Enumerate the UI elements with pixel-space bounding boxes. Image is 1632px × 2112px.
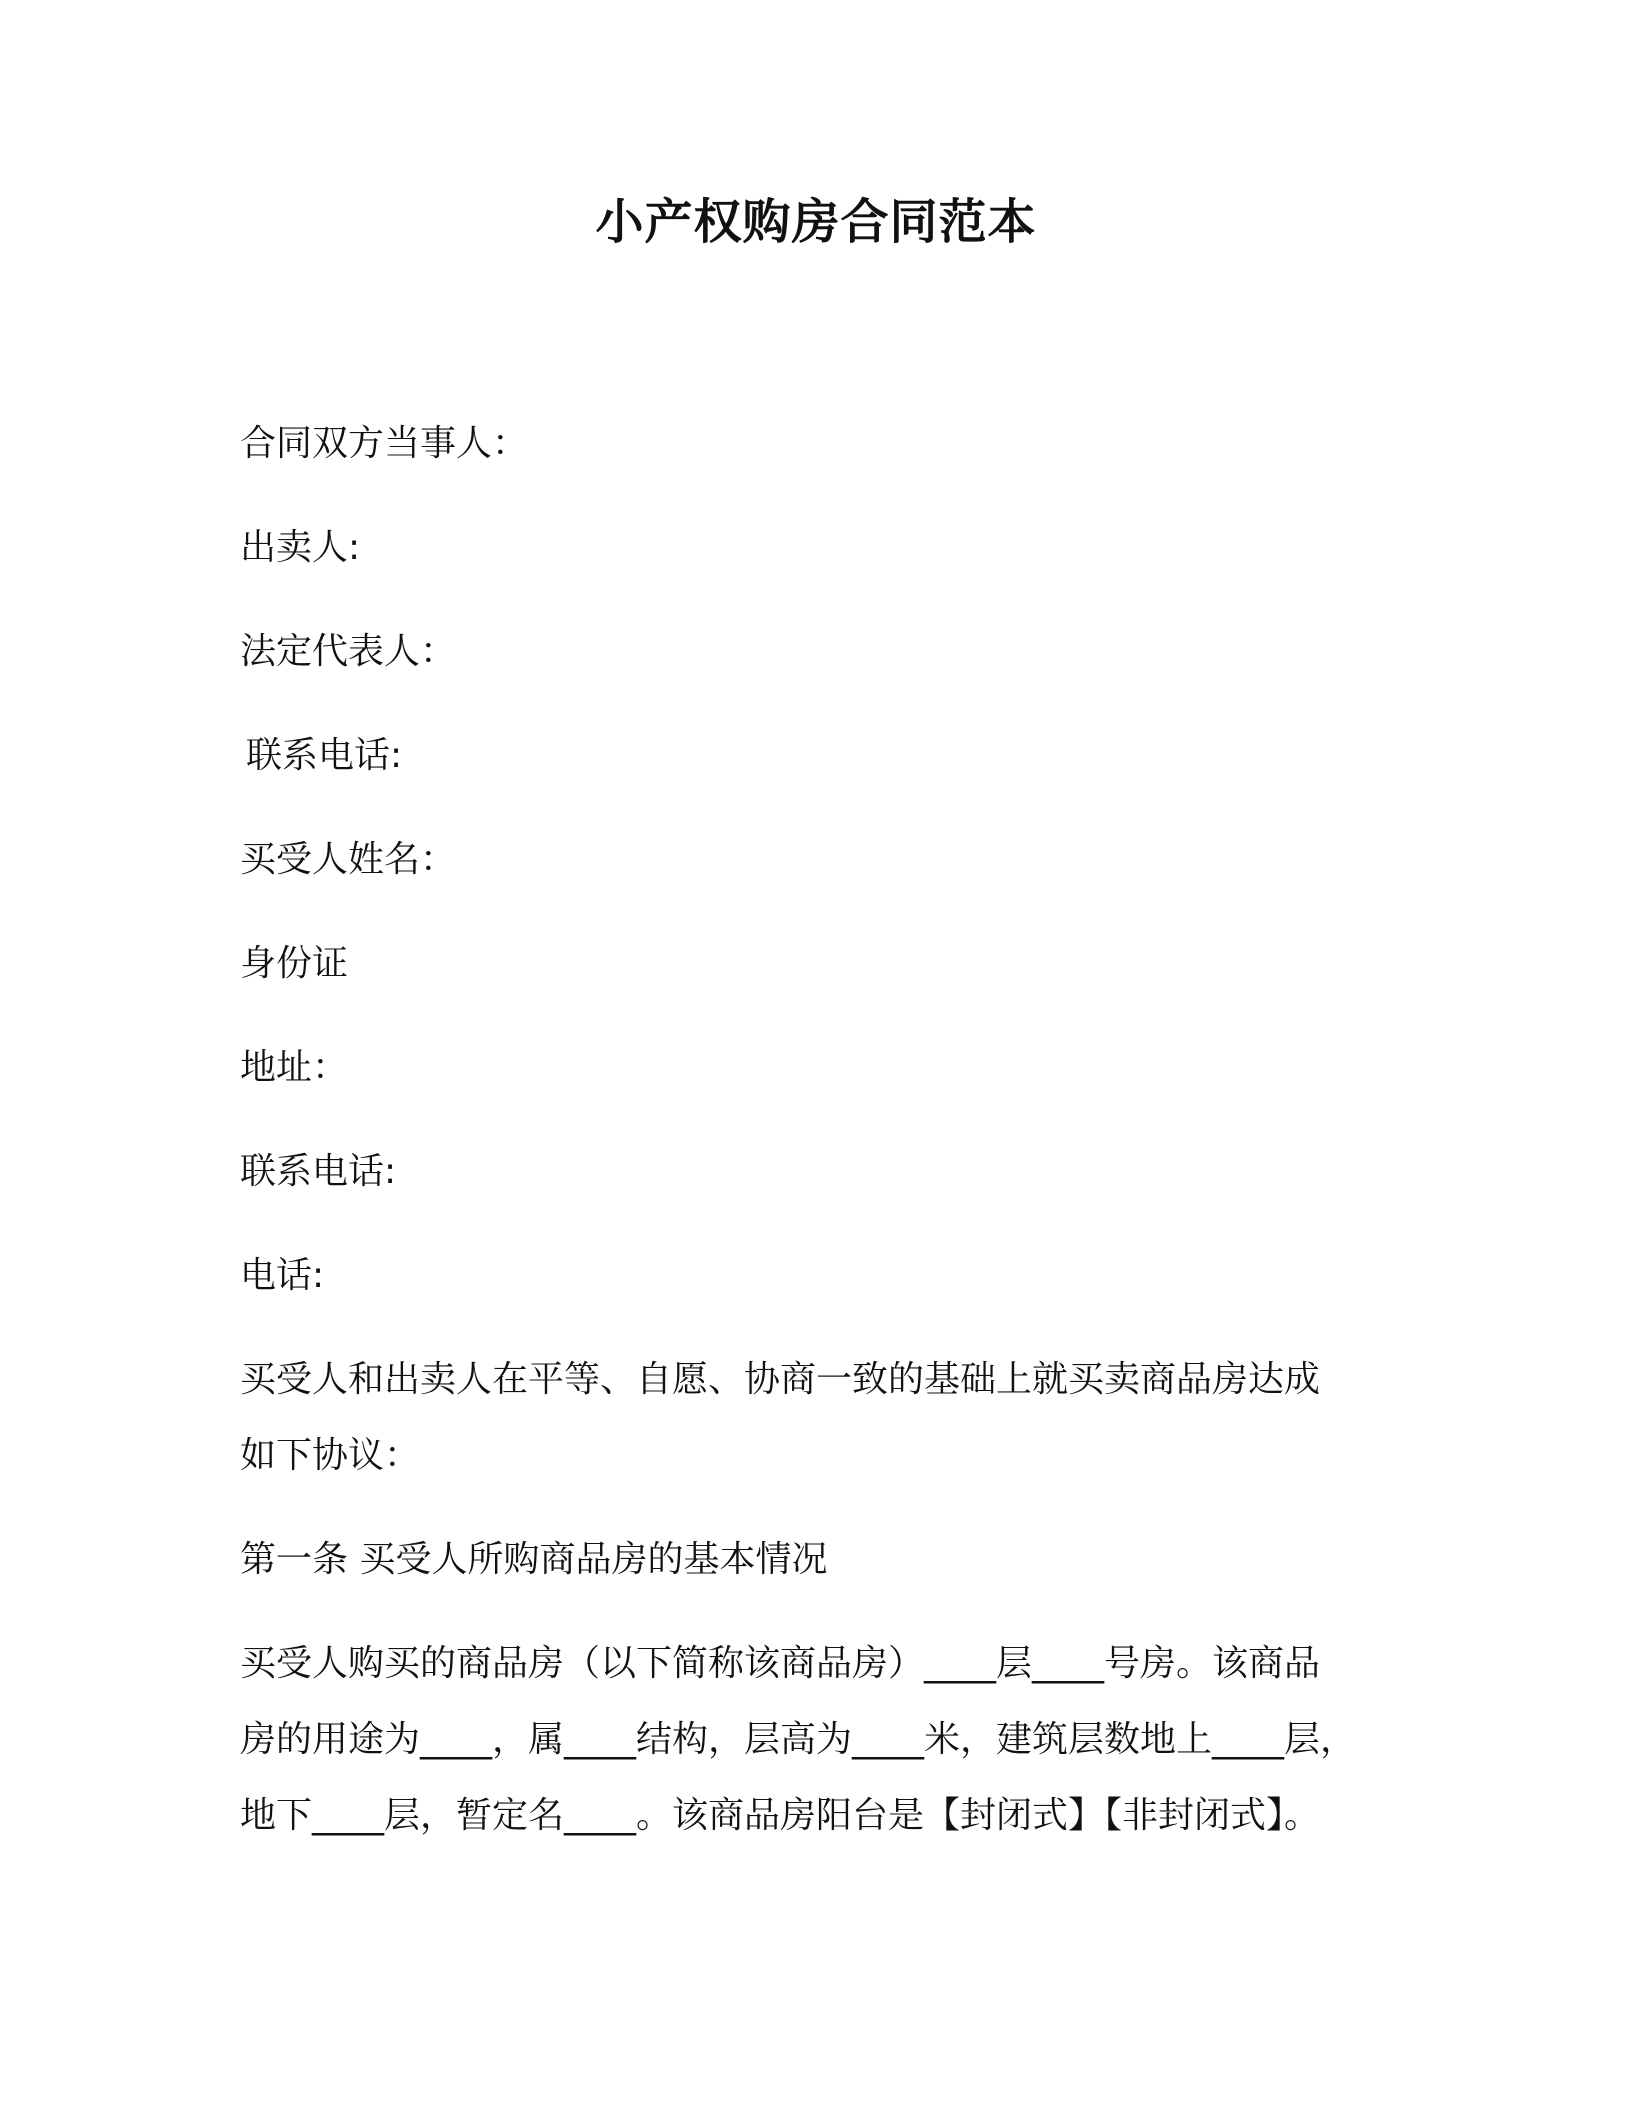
telephone-field: 电话:: [240, 1255, 325, 1296]
article-1-heading: 第一条 买受人所购商品房的基本情况: [240, 1539, 828, 1580]
seller-field: 出卖人:: [240, 527, 361, 568]
buyer-phone-field: 联系电话:: [240, 1151, 397, 1192]
address-field: 地址：: [240, 1047, 349, 1088]
article-1-text-line-2: 房的用途为____，属____结构，层高为____米，建筑层数地上____层，: [240, 1719, 1357, 1760]
id-card-field: 身份证: [240, 943, 349, 984]
agreement-intro-line-1: 买受人和出卖人在平等、自愿、协商一致的基础上就买卖商品房达成: [240, 1359, 1321, 1400]
article-1-text-line-1: 买受人购买的商品房（以下简称该商品房）____层____号房。该商品: [240, 1643, 1321, 1684]
legal-representative-field: 法定代表人：: [240, 631, 457, 672]
document-title: 小产权购房合同范本: [595, 194, 1037, 250]
agreement-intro-line-2: 如下协议：: [240, 1435, 421, 1476]
parties-heading: 合同双方当事人：: [240, 423, 529, 464]
buyer-name-field: 买受人姓名：: [240, 839, 457, 880]
seller-phone-field: 联系电话:: [246, 735, 403, 776]
article-1-text-line-3: 地下____层，暂定名____。该商品房阳台是【封闭式】【非封闭式】。: [240, 1795, 1321, 1836]
